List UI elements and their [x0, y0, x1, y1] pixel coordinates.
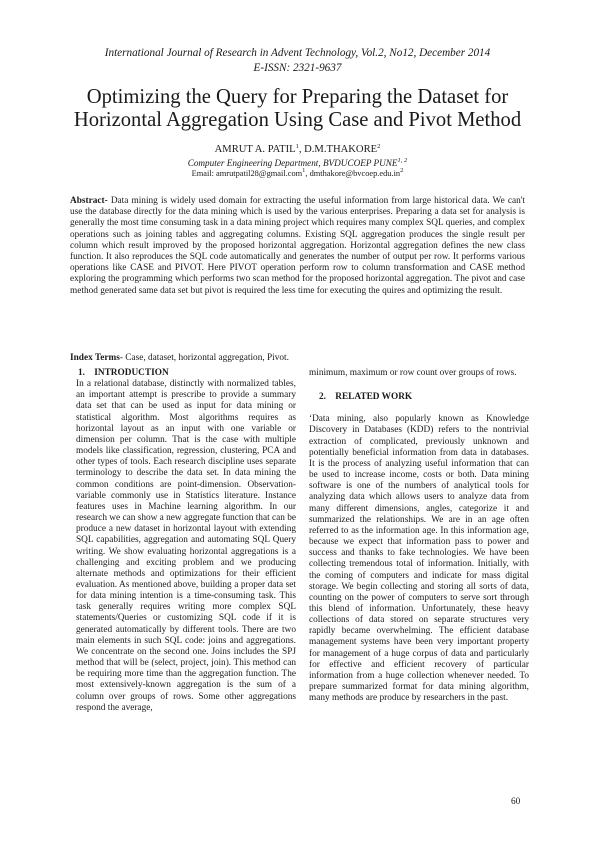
paper-title	[0, 86, 595, 132]
author-list	[0, 141, 595, 156]
page-number: 60	[511, 797, 521, 807]
index-terms-label: Index Terms	[70, 353, 120, 363]
email-2-sup: 2	[400, 167, 404, 174]
abstract	[70, 196, 525, 297]
journal-header-line: International Journal of Research in Advent Technology, Vol.2, No12, December 2014	[104, 47, 491, 59]
author-2: D.M.THAKORE	[304, 144, 378, 155]
introduction-paragraph: In a relational database, distinctly with normalized tables, an important attempt is prescribe to provide a summary data set that can be used as input for data mining or statistical algorithm. Most algorithms requires as horizontal layout as an input with one variable or dimension per column. That is the case with multiple models like classification, regression, clustering, PCA and other types of tools. Each research discipline uses separate terminology to describe the data set. In data mining the common conditions are point-dimension. Observation-variable commonly use in Statistics literature. Instance features uses in Machine learning algorithm. In our research we can show a new aggregate function that can be produce a new dataset in horizontal layout with extending SQL capabilities, aggregation and automating SQL Query writing. We show evaluating horizontal aggregations is a challenging and exciting problem and we producing alternate methods and optimizations for their efficient evaluation. As mentioned above, building a proper data set for data mining intention is a time-consuming task. This task generally requires writing more complex SQL statements/Queries or customizing SQL code if it is generated automatically by different tools. There are two main elements in such SQL code: joins and aggregations. We concentrate on the second one. Joins includes the SPJ method that will be (select, project, join). This method can be requiring more time than the aggregation function. The most extensively-known aggregation is the sum of a column over groups of rows. Some other aggregations respond the average,	[76, 379, 296, 713]
author-emails	[0, 166, 595, 179]
section-heading-related-work: 2. RELATED WORK	[319, 392, 413, 403]
related-work-paragraph: ‘Data mining, also popularly known as Knowledge Discovery in Databases (KDD) refers to the nontrivial extraction of complicated, previously unknown and potentially beneficial information from data in databases. It is the process of analyzing useful information that can be used to increase income, costs or both. Data mining software is one of the numbers of analytical tools for analyzing data which allows users to analyze data from many different dimensions, angles, categorize it and summarized the relationships. We are in an age often referred to as the information age. In this information age, because we expect that information pass to power and success and thanks to fake technologies. We have been collecting tremendous total of information. Initially, with the coming of computers and indicate for mass digital storage. We begin collecting and storing all sorts of data, counting on the power of computers to serve sort through this blend of information. Unfortunately, these heavy collections of data stored on separate structures very rapidly became overwhelming. The efficient database management systems have been very important property for management of a huge corpus of data and particularly for effective and efficient recovery of particular information from a huge collection whenever needed. To prepare summarized format for data mining algorithm, many methods are produce by researchers in the past.	[309, 414, 529, 704]
section-heading-introduction: 1. INTRODUCTION	[78, 368, 169, 378]
title-line-2: Horizontal Aggregation Using Case and Pivot Method	[73, 109, 522, 131]
journal-issn: E-ISSN: 2321-9637	[253, 62, 342, 74]
title-line-1: Optimizing the Query for Preparing the Dataset for	[86, 86, 509, 108]
email-1-sup: 1	[302, 167, 306, 174]
right-column	[309, 368, 529, 704]
affiliation-sup: 1, 2	[397, 157, 408, 164]
abstract-label: Abstract-	[70, 196, 108, 206]
introduction-continued: minimum, maximum or row count over groups of rows.	[309, 368, 517, 378]
author-separator: ,	[298, 144, 305, 155]
index-terms-text: - Case, dataset, horizontal aggregation, Pivot.	[119, 353, 289, 363]
author-1: AMRUT A. PATIL	[214, 144, 296, 155]
affiliation-text: Computer Engineering Department, BVDUCOEP PUNE	[187, 158, 398, 168]
index-terms	[70, 353, 525, 364]
left-column	[76, 368, 296, 714]
author-2-sup: 2	[377, 143, 381, 150]
email-1: Email: amrutpatil28@gmail.com	[191, 169, 303, 178]
author-1-sup: 1	[295, 143, 299, 150]
email-2: , dmthakore@bvcoep.edu.in	[305, 169, 401, 178]
abstract-text: Data mining is widely used domain for extracting the useful information from large historical data. We can't use the database directly for the data mining which is used by the various enterprises. Preparing a data set for analysis is generally the most time consuming task in a data mining project which requires many complex SQL queries, and complex operations such as joining tables and aggregating columns. Existing SQL aggregation produces the single result per column which result improved by the proposed horizontal aggregation. Horizontal aggregation defines the new class function. It also reproduces the SQL code automatically and generates the number of output per row. It performs various operations like CASE and PIVOT. Here PIVOT operation perform row to column transformation and CASE method exploring the programming which performs two scan method for the proposed horizontal aggregation. The pivot and case method generated same data set but pivot is required the less time for executing the quires and optimizing the result.	[70, 196, 525, 296]
